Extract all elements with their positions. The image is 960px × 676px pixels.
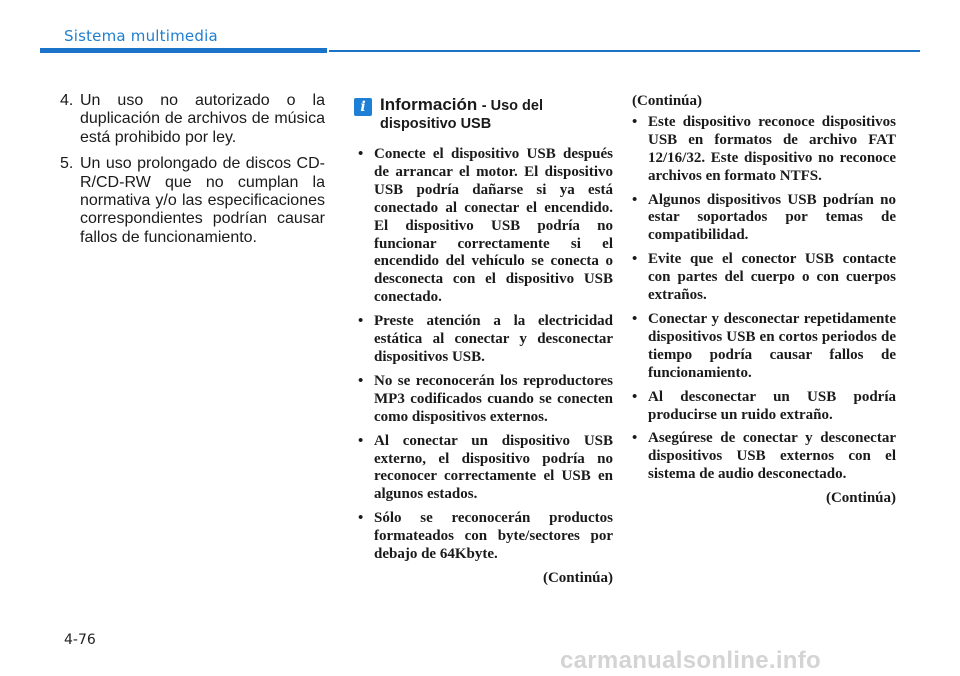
- bullet-dot: •: [358, 313, 364, 330]
- bullet-dot: •: [358, 510, 364, 527]
- header-rule-thick: [40, 48, 327, 53]
- list-item: [358, 313, 613, 367]
- item-text: Un uso no autorizado o la duplicación de archivos de música está prohibido por ley.: [80, 92, 325, 146]
- list-item: [632, 114, 896, 186]
- info-title-sub: - Uso del dispositivo USB: [380, 98, 543, 132]
- bullet-dot: •: [632, 191, 638, 208]
- right-column: [632, 93, 896, 508]
- bullet-dot: •: [632, 430, 638, 447]
- bullet-text: Al conectar un dispositivo USB externo, el dispositivo podría no reconocer correctamente el USB en algunos estados.: [374, 432, 613, 503]
- info-title: [380, 96, 614, 133]
- bullet-text: Conectar y desconectar repetidamente dispositivos USB en cortos periodos de tiempo podría causar fallos de funcionamiento.: [648, 310, 896, 381]
- left-column: [60, 92, 325, 255]
- list-item: [632, 389, 896, 425]
- info-body: [358, 146, 613, 588]
- info-title-main: Información: [380, 95, 478, 114]
- continues-label: (Continúa): [825, 490, 896, 507]
- list-item: [632, 311, 896, 383]
- bullet-dot: •: [358, 146, 364, 162]
- watermark: carmanualsonline.info: [560, 647, 822, 674]
- bullet-dot: •: [632, 388, 638, 405]
- bullet-dot: •: [358, 372, 364, 389]
- info-heading: [354, 96, 614, 133]
- bullet-dot: •: [632, 113, 638, 130]
- bullet-dot: •: [632, 251, 638, 268]
- bullet-dot: •: [358, 432, 364, 449]
- continued-header: (Continúa): [632, 93, 703, 109]
- list-item: [60, 92, 325, 147]
- bullet-text: Este dispositivo reconoce dispositivos USB en formatos de archivo FAT 12/16/32. Este dispositivo no reconoce archivos en formato NTFS.: [648, 113, 896, 184]
- list-item: [632, 251, 896, 305]
- bullet-text: Asegúrese de conectar y desconectar dispositivos USB externos con el sistema de audio desconectado.: [648, 430, 896, 483]
- bullet-text: No se reconocerán los reproductores MP3 codificados cuando se conecten como dispositivos externos.: [374, 372, 613, 425]
- list-item: [60, 155, 325, 247]
- item-text: Un uso prolongado de discos CD-R/CD-RW que no cumplan la normativa y/o las especificaciones correspondientes podrían causar fallos de funcionamiento.: [80, 155, 325, 246]
- page-number: 4-76: [64, 632, 96, 648]
- list-item: [358, 146, 613, 307]
- bullet-text: Sólo se reconocerán productos formateados con byte/sectores por debajo de 64Kbyte.: [374, 510, 613, 563]
- list-item: [358, 373, 613, 427]
- item-number: 4.: [60, 92, 74, 109]
- list-item: [358, 510, 613, 564]
- list-item: [632, 192, 896, 246]
- list-item: [358, 433, 613, 505]
- list-item: [632, 430, 896, 484]
- section-title: Sistema multimedia: [64, 27, 218, 45]
- header-rule-thin: [329, 50, 920, 52]
- item-number: 5.: [60, 155, 74, 173]
- bullet-text: Evite que el conector USB contacte con partes del cuerpo o con cuerpos extraños.: [648, 251, 896, 304]
- continues-label: (Continúa): [542, 569, 613, 586]
- bullet-text: Preste atención a la electricidad estática al conectar y desconectar dispositivos USB.: [374, 313, 613, 365]
- bullet-text: Conecte el dispositivo USB después de arrancar el motor. El dispositivo USB podría dañarse si ya está conectado al conectar el encendido. El dispositivo USB podría no funcionar correctamente si el encendido del vehículo se conecta o desconecta con el dispositivo USB conectado.: [374, 146, 613, 306]
- bullet-dot: •: [632, 310, 638, 327]
- info-icon: i: [354, 98, 372, 116]
- bullet-text: Algunos dispositivos USB podrían no estar soportados por temas de compatibilidad.: [648, 191, 896, 244]
- bullet-text: Al desconectar un USB podría producirse un ruido extraño.: [648, 388, 896, 423]
